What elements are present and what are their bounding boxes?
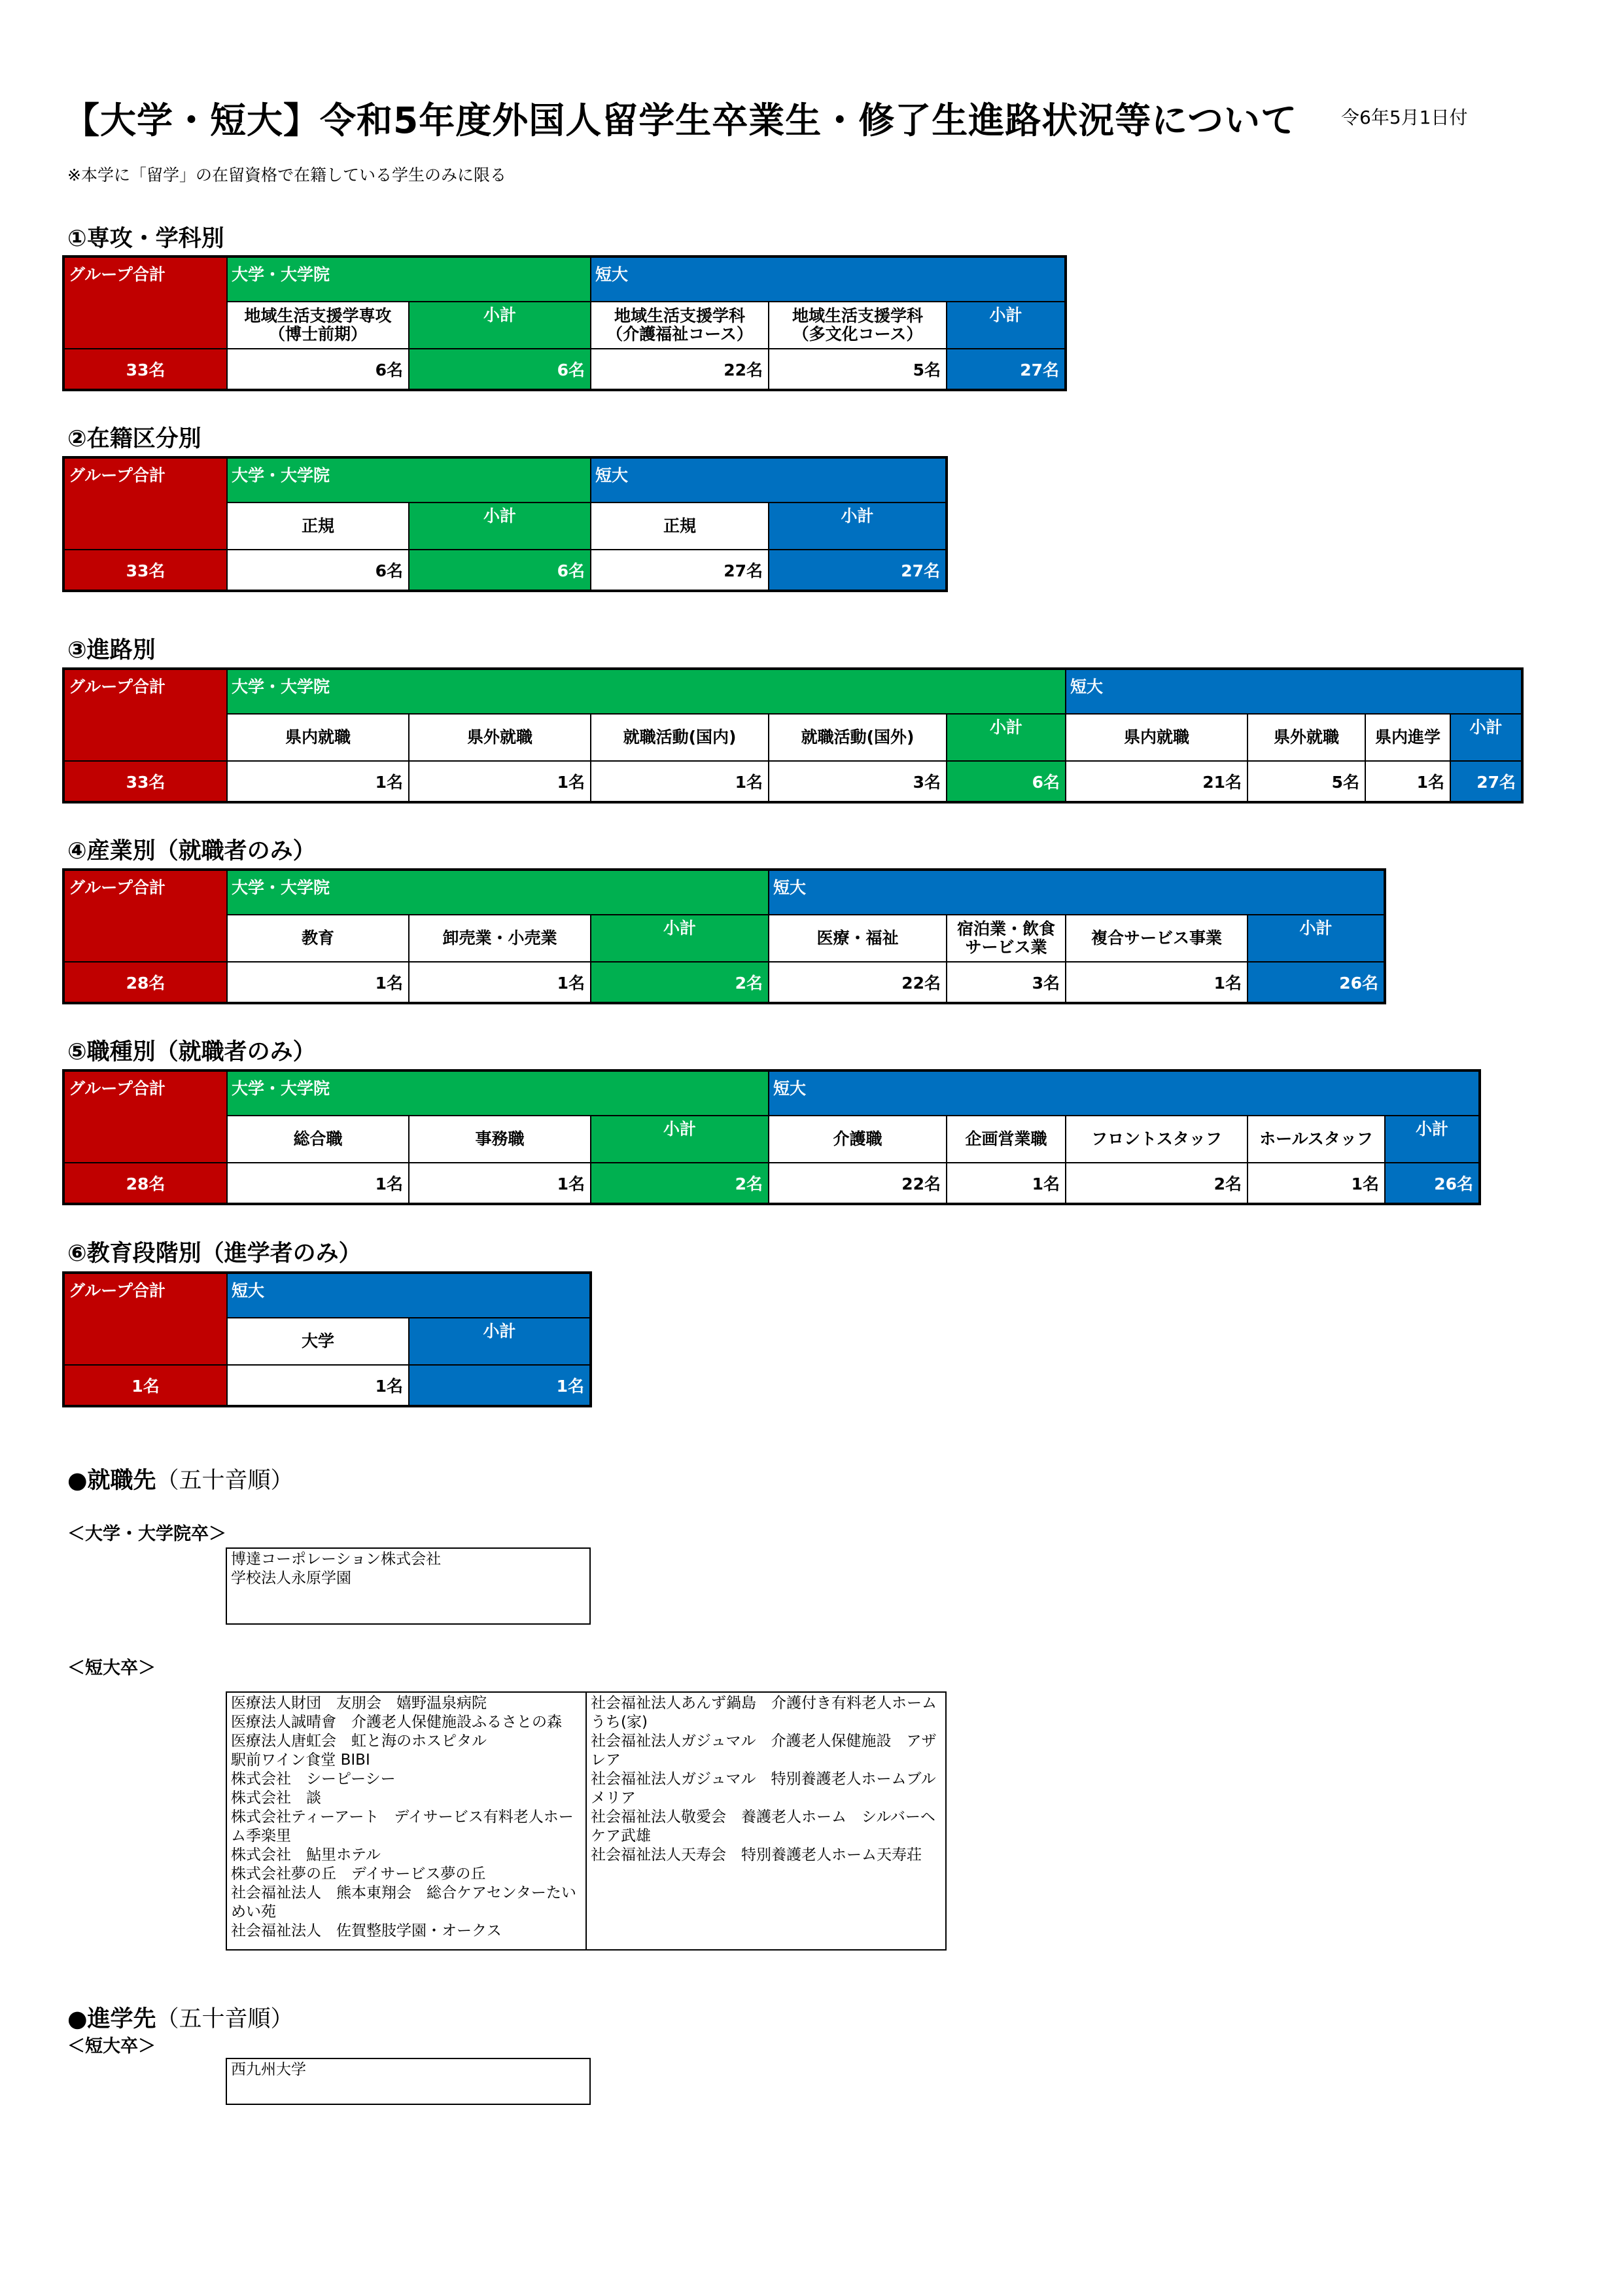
list-item: 社会福祉法人敬愛会 養護老人ホーム シルバーヘケア武雄 bbox=[591, 1809, 935, 1845]
col-label: 教育 bbox=[227, 915, 409, 962]
section-5-title: ⑤職種別（就職者のみ） bbox=[67, 1039, 316, 1065]
group-total-header: グループ合計 bbox=[63, 669, 227, 761]
cell-value: 3名 bbox=[947, 962, 1066, 1003]
tandai-subtotal-label: 小計 bbox=[947, 302, 1066, 349]
group-total-header: グループ合計 bbox=[63, 457, 227, 550]
cell-value: 1名 bbox=[409, 1163, 591, 1204]
col-label: ホールスタッフ bbox=[1248, 1116, 1385, 1163]
employment-title-suffix: （五十音順） bbox=[156, 1468, 294, 1494]
list-item: 駅前ワイン食堂 BIBI bbox=[231, 1752, 370, 1769]
cell-value: 1名 bbox=[227, 1365, 409, 1406]
further-title bbox=[67, 2001, 294, 2034]
univ-subtotal-label: 小計 bbox=[947, 714, 1066, 761]
page-title: 【大学・短大】令和5年度外国人留学生卒業生・修了生進路状況等について bbox=[63, 99, 1298, 141]
group-total-value: 33名 bbox=[63, 550, 227, 591]
list-item: 社会福祉法人天寿会 特別養護老人ホーム天寿荘 bbox=[591, 1846, 922, 1863]
further-tandai-label: ＜短大卒＞ bbox=[67, 2036, 156, 2057]
univ-subtotal-value: 6名 bbox=[409, 550, 591, 591]
cell-value: 5名 bbox=[769, 349, 947, 390]
univ-header: 大学・大学院 bbox=[227, 256, 409, 302]
list-item: 株式会社 鮎里ホテル bbox=[231, 1846, 381, 1863]
univ-header: 大学・大学院 bbox=[227, 1070, 409, 1116]
col-label: 県内就職 bbox=[227, 714, 409, 761]
tandai-header: 短大 bbox=[769, 870, 947, 915]
col-label: 県内進学 bbox=[1365, 714, 1450, 761]
tandai-subtotal-value: 27名 bbox=[947, 349, 1066, 390]
col-label: 県内就職 bbox=[1066, 714, 1248, 761]
cell-value: 6名 bbox=[227, 550, 409, 591]
section-2-title: ②在籍区分別 bbox=[67, 426, 201, 452]
list-item: 株式会社ティーアート デイサービス有料老人ホーム季楽里 bbox=[231, 1809, 574, 1845]
cell-value: 1名 bbox=[227, 761, 409, 802]
col-label: 宿泊業・飲食 サービス業 bbox=[947, 915, 1066, 962]
group-total-value: 33名 bbox=[63, 349, 227, 390]
cell-value: 1名 bbox=[409, 761, 591, 802]
col-label: 総合職 bbox=[227, 1116, 409, 1163]
employment-tandai-col-right bbox=[585, 1693, 945, 1949]
cell-value: 27名 bbox=[591, 550, 769, 591]
cell-value: 21名 bbox=[1066, 761, 1248, 802]
univ-header: 大学・大学院 bbox=[227, 669, 409, 714]
group-total-header: グループ合計 bbox=[63, 1273, 227, 1365]
tandai-subtotal-value: 26名 bbox=[1385, 1163, 1480, 1204]
list-item: 社会福祉法人 熊本東翔会 総合ケアセンターたいめい苑 bbox=[231, 1884, 576, 1920]
col-label: 地域生活支援学科 （介護福祉コース） bbox=[591, 302, 769, 349]
employment-tandai-col-left bbox=[227, 1693, 585, 1949]
tandai-header: 短大 bbox=[1066, 669, 1248, 714]
cell-value: 3名 bbox=[769, 761, 947, 802]
tandai-subtotal-label: 小計 bbox=[769, 503, 947, 550]
list-item: 博達コーポレーション株式会社 bbox=[231, 1551, 442, 1568]
univ-subtotal-label: 小計 bbox=[591, 915, 769, 962]
cell-value: 6名 bbox=[227, 349, 409, 390]
tandai-subtotal-label: 小計 bbox=[409, 1318, 591, 1365]
tandai-subtotal-label: 小計 bbox=[1450, 714, 1522, 761]
further-list bbox=[226, 2058, 591, 2105]
list-item: 株式会社 談 bbox=[231, 1790, 321, 1807]
col-label: 正規 bbox=[227, 503, 409, 550]
tandai-subtotal-value: 27名 bbox=[769, 550, 947, 591]
table-education-level bbox=[62, 1271, 592, 1407]
tandai-subtotal-value: 26名 bbox=[1248, 962, 1385, 1003]
col-label: 地域生活支援学専攻 （博士前期） bbox=[227, 302, 409, 349]
col-label: 介護職 bbox=[769, 1116, 947, 1163]
list-item: 西九州大学 bbox=[231, 2061, 306, 2078]
table-major bbox=[62, 255, 1067, 391]
col-label: 複合サービス事業 bbox=[1066, 915, 1248, 962]
col-label: フロントスタッフ bbox=[1066, 1116, 1248, 1163]
list-item: 医療法人財団 友朋会 嬉野温泉病院 bbox=[231, 1695, 487, 1712]
cell-value: 1名 bbox=[1066, 962, 1248, 1003]
list-item: 社会福祉法人あんず鍋島 介護付き有料老人ホームうち(家) bbox=[591, 1695, 937, 1731]
col-label: 就職活動(国外) bbox=[769, 714, 947, 761]
table-industry bbox=[62, 868, 1386, 1004]
col-label: 地域生活支援学科 （多文化コース） bbox=[769, 302, 947, 349]
col-label: 大学 bbox=[227, 1318, 409, 1365]
univ-header: 大学・大学院 bbox=[227, 457, 409, 503]
scope-note: ※本学に「留学」の在留資格で在籍している学生のみに限る bbox=[67, 166, 506, 185]
section-6-title: ⑥教育段階別（進学者のみ） bbox=[67, 1241, 362, 1267]
group-total-value: 28名 bbox=[63, 962, 227, 1003]
tandai-subtotal-label: 小計 bbox=[1248, 915, 1385, 962]
list-item: 株式会社夢の丘 デイサービス夢の丘 bbox=[231, 1865, 486, 1882]
tandai-header: 短大 bbox=[591, 256, 769, 302]
cell-value: 1名 bbox=[591, 761, 769, 802]
employment-tandai-list bbox=[226, 1691, 947, 1951]
section-1-title: ①専攻・学科別 bbox=[67, 226, 224, 252]
section-4-title: ④産業別（就職者のみ） bbox=[67, 838, 316, 864]
section-3-title: ③進路別 bbox=[67, 637, 156, 663]
col-label: 卸売業・小売業 bbox=[409, 915, 591, 962]
col-label: 正規 bbox=[591, 503, 769, 550]
list-item: 株式会社 シーピーシー bbox=[231, 1771, 396, 1788]
table-occupation bbox=[62, 1069, 1481, 1205]
univ-subtotal-value: 2名 bbox=[591, 962, 769, 1003]
employment-tandai-label: ＜短大卒＞ bbox=[67, 1658, 156, 1678]
cell-value: 22名 bbox=[769, 1163, 947, 1204]
col-label: 企画営業職 bbox=[947, 1116, 1066, 1163]
cell-value: 1名 bbox=[1365, 761, 1450, 802]
group-total-header: グループ合計 bbox=[63, 1070, 227, 1163]
cell-value: 1名 bbox=[1248, 1163, 1385, 1204]
univ-subtotal-value: 6名 bbox=[409, 349, 591, 390]
univ-subtotal-label: 小計 bbox=[591, 1116, 769, 1163]
table-career-path bbox=[62, 667, 1524, 804]
cell-value: 22名 bbox=[591, 349, 769, 390]
further-title-suffix: （五十音順） bbox=[156, 2006, 294, 2032]
col-label: 医療・福祉 bbox=[769, 915, 947, 962]
list-item: 医療法人誠晴會 介護老人保健施設ふるさとの森 bbox=[231, 1714, 562, 1731]
tandai-header: 短大 bbox=[227, 1273, 409, 1318]
cell-value: 2名 bbox=[1066, 1163, 1248, 1204]
univ-subtotal-value: 6名 bbox=[947, 761, 1066, 802]
cell-value: 22名 bbox=[769, 962, 947, 1003]
further-title-main: ●進学先 bbox=[67, 2006, 156, 2032]
employment-univ-list bbox=[226, 1547, 591, 1625]
col-label: 県外就職 bbox=[1248, 714, 1365, 761]
group-total-value: 28名 bbox=[63, 1163, 227, 1204]
univ-subtotal-value: 2名 bbox=[591, 1163, 769, 1204]
issue-date: 令6年5月1日付 bbox=[1341, 107, 1468, 128]
cell-value: 1名 bbox=[227, 1163, 409, 1204]
tandai-header: 短大 bbox=[591, 457, 769, 503]
univ-subtotal-label: 小計 bbox=[409, 302, 591, 349]
list-item: 医療法人唐虹会 虹と海のホスピタル bbox=[231, 1733, 487, 1750]
table-enrollment bbox=[62, 456, 948, 592]
list-item: 社会福祉法人ガジュマル 特別養護老人ホームブルメリア bbox=[591, 1771, 936, 1807]
univ-subtotal-label: 小計 bbox=[409, 503, 591, 550]
employment-univ-label: ＜大学・大学院卒＞ bbox=[67, 1524, 226, 1544]
tandai-subtotal-value: 27名 bbox=[1450, 761, 1522, 802]
univ-header: 大学・大学院 bbox=[227, 870, 409, 915]
cell-value: 1名 bbox=[227, 962, 409, 1003]
employment-title bbox=[67, 1462, 294, 1495]
cell-value: 1名 bbox=[409, 962, 591, 1003]
list-item: 学校法人永原学園 bbox=[231, 1570, 351, 1587]
group-total-value: 1名 bbox=[63, 1365, 227, 1406]
group-total-header: グループ合計 bbox=[63, 870, 227, 962]
list-item: 社会福祉法人ガジュマル 介護老人保健施設 アザレア bbox=[591, 1733, 937, 1769]
col-label: 県外就職 bbox=[409, 714, 591, 761]
list-item: 社会福祉法人 佐賀整肢学園・オークス bbox=[231, 1922, 502, 1939]
group-total-value: 33名 bbox=[63, 761, 227, 802]
cell-value: 5名 bbox=[1248, 761, 1365, 802]
group-total-header: グループ合計 bbox=[63, 256, 227, 349]
col-label: 事務職 bbox=[409, 1116, 591, 1163]
cell-value: 1名 bbox=[947, 1163, 1066, 1204]
employment-title-main: ●就職先 bbox=[67, 1468, 156, 1494]
tandai-header: 短大 bbox=[769, 1070, 947, 1116]
tandai-subtotal-label: 小計 bbox=[1385, 1116, 1480, 1163]
tandai-subtotal-value: 1名 bbox=[409, 1365, 591, 1406]
col-label: 就職活動(国内) bbox=[591, 714, 769, 761]
